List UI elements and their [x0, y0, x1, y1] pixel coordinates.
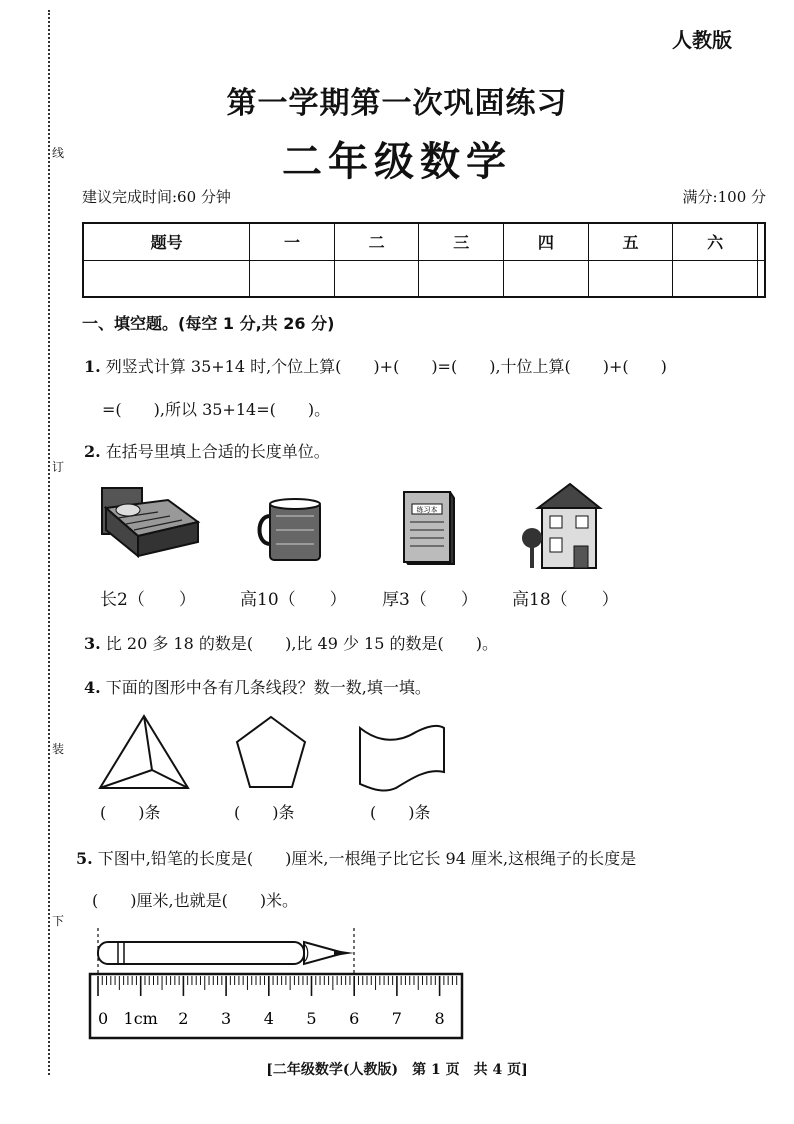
question-number: 3. — [84, 634, 101, 653]
ruler-label: 6 — [349, 1009, 360, 1028]
binding-char: 订 — [52, 460, 65, 474]
mug-icon — [256, 496, 336, 566]
book-icon — [396, 488, 458, 568]
section-1-title: 一、填空题。(每空 1 分,共 26 分) — [82, 314, 335, 333]
shape-label: ( )条 — [234, 803, 295, 822]
question-2-text: 在括号里填上合适的长度单位。 — [105, 442, 330, 461]
question-2 — [84, 439, 330, 462]
score-header-cell: 六 — [673, 223, 758, 260]
item-label: 高18（ ） — [512, 590, 619, 610]
score-cell[interactable] — [588, 260, 673, 297]
shape-label: ( )条 — [370, 803, 431, 822]
pencil-icon — [98, 942, 354, 964]
question-5 — [76, 846, 636, 869]
score-cell[interactable] — [757, 260, 765, 297]
edition-label: 人教版 — [672, 28, 732, 52]
exam-title: 第一学期第一次巩固练习 — [226, 86, 568, 121]
score-header-cell — [757, 223, 765, 260]
score-header-cell: 题号 — [83, 223, 250, 260]
question-1 — [84, 354, 667, 377]
item-label: 长2（ ） — [100, 590, 196, 610]
item-label: 厚3（ ） — [382, 590, 478, 610]
ruler-label: 8 — [434, 1009, 445, 1028]
shape-label: ( )条 — [100, 803, 161, 822]
score-header-cell: 三 — [419, 223, 504, 260]
question-number: 5. — [76, 849, 93, 868]
full-score: 满分:100 分 — [682, 188, 766, 206]
question-1-text: 列竖式计算 35+14 时,个位上算( )+( )=( ),十位上算( )+( ) — [105, 357, 667, 376]
score-table-header-row — [83, 223, 765, 260]
question-5-continued: ( )厘米,也就是( )米。 — [92, 891, 299, 910]
question-number: 1. — [84, 357, 101, 376]
score-header-cell: 一 — [250, 223, 335, 260]
question-3-text: 比 20 多 18 的数是( ),比 49 少 15 的数是( )。 — [105, 634, 498, 653]
score-cell[interactable] — [419, 260, 504, 297]
question-4 — [84, 675, 431, 698]
score-header-cell: 四 — [504, 223, 589, 260]
ruler-labels — [98, 1009, 445, 1028]
ruler-label: 1cm — [123, 1009, 158, 1028]
ruler-label: 4 — [263, 1009, 274, 1028]
score-table — [82, 222, 766, 298]
ruler-label: 2 — [178, 1009, 189, 1028]
item-label: 高10（ ） — [240, 590, 347, 610]
ruler-icon — [90, 974, 462, 1038]
page-footer: [二年级数学(人教版) 第 1 页 共 4 页] — [266, 1062, 528, 1078]
book-cover-text: 练习本 — [416, 506, 438, 514]
score-header-cell: 五 — [588, 223, 673, 260]
suggested-time: 建议完成时间:60 分钟 — [82, 188, 231, 206]
house-icon — [522, 480, 604, 570]
score-cell[interactable] — [83, 260, 250, 297]
triangle-shape — [96, 712, 192, 792]
pentagon-shape — [234, 714, 308, 790]
score-header-cell: 二 — [334, 223, 419, 260]
question-number: 2. — [84, 442, 101, 461]
score-cell[interactable] — [504, 260, 589, 297]
ruler-label: 0 — [98, 1009, 109, 1028]
question-4-text: 下面的图形中各有几条线段？数一数,填一填。 — [105, 678, 431, 697]
ruler-label: 3 — [221, 1009, 232, 1028]
ruler-label: 5 — [306, 1009, 317, 1028]
score-cell[interactable] — [673, 260, 758, 297]
score-table-score-row — [83, 260, 765, 297]
score-cell[interactable] — [250, 260, 335, 297]
question-3 — [84, 631, 498, 654]
binding-char: 线 — [52, 146, 65, 160]
bed-icon — [98, 478, 204, 562]
score-cell[interactable] — [334, 260, 419, 297]
question-1-continued: =( ),所以 35+14=( )。 — [102, 400, 331, 419]
question-number: 4. — [84, 678, 101, 697]
binding-char: 下 — [52, 914, 65, 928]
question-5-text: 下图中,铅笔的长度是( )厘米,一根绳子比它长 94 厘米,这根绳子的长度是 — [97, 849, 637, 868]
pencil-and-ruler — [88, 926, 468, 1042]
binding-char: 装 — [52, 742, 65, 756]
wave-shape — [356, 722, 448, 792]
exam-subtitle: 二年级数学 — [282, 139, 512, 185]
ruler-label: 7 — [391, 1009, 402, 1028]
